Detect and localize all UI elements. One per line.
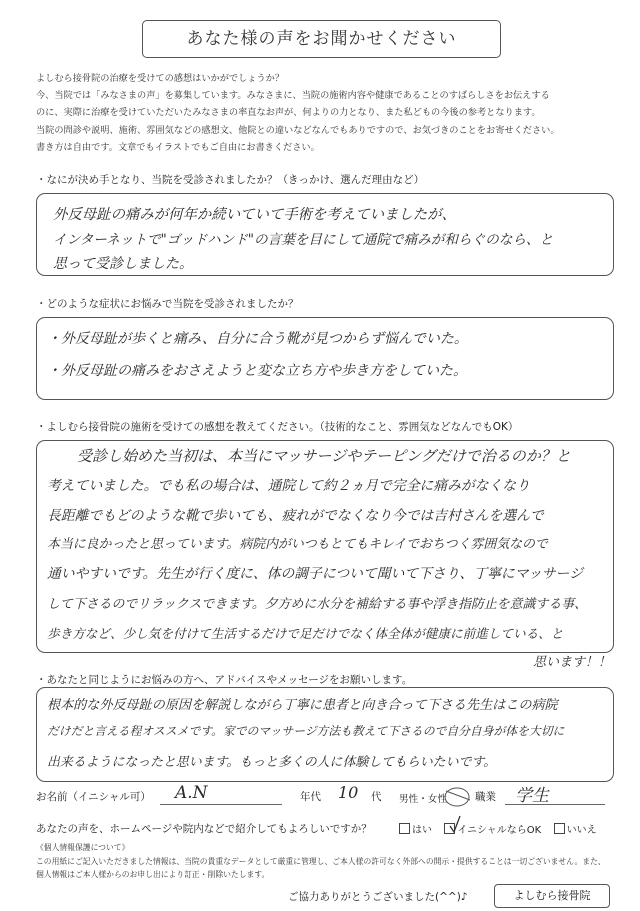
handwritten-line: だけだと言える程オススメです。家でのマッサージ方法も教えて下さるので自分自身が体を大切に <box>47 724 565 738</box>
intro-line: 今、当院では「みなさまの声」を募集しています。みなさまに、当院の施術内容や健康であることのすばらしさをお伝えする <box>36 90 550 102</box>
question-3: ・よしむら接骨院の施術を受けての感想を教えてください。（技術的なこと、雰囲気などなんでもOK） <box>36 421 519 433</box>
checkbox-no[interactable] <box>554 823 565 834</box>
consent-options[interactable] <box>399 821 597 836</box>
handwritten-line: 受診し始めた当初は、本当にマッサージやテーピングだけで治るのか？と <box>77 447 571 465</box>
handwritten-line: 根本的な外反母趾の原因を解説しながら丁寧に患者と向き合って下さる先生はこの病院 <box>47 698 558 713</box>
consent-question: あなたの声を、ホームページや院内などで紹介してもよろしいですか？ <box>36 823 372 835</box>
page-title: あなた様の声をお聞かせください <box>142 20 501 58</box>
gender-male[interactable]: 男性 <box>399 794 419 805</box>
privacy-line: 個人情報はご本人様からのお申し出により訂正・削除いたします。 <box>36 870 270 879</box>
question-2: ・どのような症状にお悩みで当院を受診されましたか？ <box>36 298 299 310</box>
checkbox-yes[interactable] <box>399 823 410 834</box>
answer-box-4[interactable] <box>36 687 614 782</box>
opt-yes-label: はい <box>412 825 432 836</box>
age-suffix: 代 <box>371 791 382 803</box>
privacy-line: この用紙にご記入いただきました情報は、当院の貴重なデータとして厳重に管理し、ご本人様の許可なく外部への開示・提供することは一切ございません。また、 <box>36 857 606 866</box>
question-4: ・あなたと同じようにお悩みの方へ、アドバイスやメッセージをお願いします。 <box>36 674 413 686</box>
handwritten-line: 歩き方など、少し気を付けて生活するだけで足だけでなく体全体が健康に前進している、と <box>47 626 564 641</box>
handwritten-line: インターネットで"ゴッドハンド"の言葉を目にして通院で痛みが和らぐのなら、と <box>53 232 554 248</box>
checkmark-icon <box>447 814 463 836</box>
name-field[interactable]: A.N <box>175 783 208 803</box>
handwritten-line: 思って受診しました。 <box>53 256 193 272</box>
question-1: ・なにが決め手となり、当院を受診されましたか？（きっかけ、選んだ理由など） <box>36 174 425 186</box>
handwritten-line: して下さるのでリラックスできます。夕方めに水分を補給する事や浮き指防止を意識する事、 <box>47 597 587 612</box>
gender-circle-icon <box>444 786 472 808</box>
answer-box-3[interactable] <box>36 440 614 653</box>
handwritten-line: 考えていました。でも私の場合は、通院して約２ヵ月で完全に痛みがなくなり <box>47 478 530 494</box>
age-field[interactable]: 10 <box>338 783 359 802</box>
privacy-heading: 《個人情報保護について》 <box>36 843 130 852</box>
intro-line: よしむら接骨院の治療を受けての感想はいかがでしょうか？ <box>36 73 285 84</box>
handwritten-line: 本当に良かったと思っています。病院内がいつもとてもキレイでおちつく雰囲気なので <box>47 537 548 552</box>
gender-female[interactable]: 女性 <box>427 794 447 805</box>
handwritten-line: ・外反母趾が歩くと痛み、自分に合う靴が見つからず悩んでいた。 <box>47 331 468 347</box>
job-field[interactable]: 学生 <box>515 786 549 806</box>
intro-line: のに、実際に治療を受けていただいたみなさまの率直なお声が、何よりの力となり、また私どもの今後の参考となります。 <box>36 107 541 119</box>
intro-text <box>36 70 616 156</box>
opt-initial-label: イニシャルならOK <box>457 825 542 836</box>
answer-box-2[interactable] <box>36 317 614 400</box>
name-underline <box>160 804 282 805</box>
intro-line: 当院の問診や説明、施術、雰囲気などの感想文、他院との違いなどなんでもありですので、お気づきのことをお寄せください。 <box>36 124 560 136</box>
gender-options[interactable] <box>399 791 447 805</box>
intro-line: 書き方は自由です。文章でもイラストでもご自由にお書きください。 <box>36 141 320 153</box>
music-note-icon: ♪ <box>460 891 468 903</box>
handwritten-line: 出来るようになったと思います。もっと多くの人に体験してもらいたいです。 <box>47 755 497 770</box>
clinic-name: よしむら接骨院 <box>494 884 610 908</box>
handwritten-line: 外反母趾の痛みが何年か続いていて手術を考えていましたが、 <box>53 207 456 223</box>
name-label: お名前（イニシャル可） <box>36 791 151 803</box>
thanks-text <box>288 889 468 904</box>
handwritten-line: 通いやすいです。先生が行く度に、体の調子について聞いて下さり、丁寧にマッサージ <box>47 566 583 582</box>
handwritten-line: 長距離でもどのような靴で歩いても、疲れがでなくなり今では吉村さんを選んで <box>47 508 544 524</box>
gender-separator: ・ <box>418 794 428 805</box>
thanks-label: ご協力ありがとうございました(^^) <box>288 891 461 903</box>
answer-box-1[interactable] <box>36 193 614 276</box>
handwritten-line: ・外反母趾の痛みをおさえようと変な立ち方や歩き方をしていた。 <box>47 363 467 379</box>
age-label: 年代 <box>300 791 321 803</box>
opt-no-label: いいえ <box>566 825 597 836</box>
handwritten-line: 思います！！ <box>533 655 612 670</box>
job-label: 職業 <box>475 791 496 803</box>
